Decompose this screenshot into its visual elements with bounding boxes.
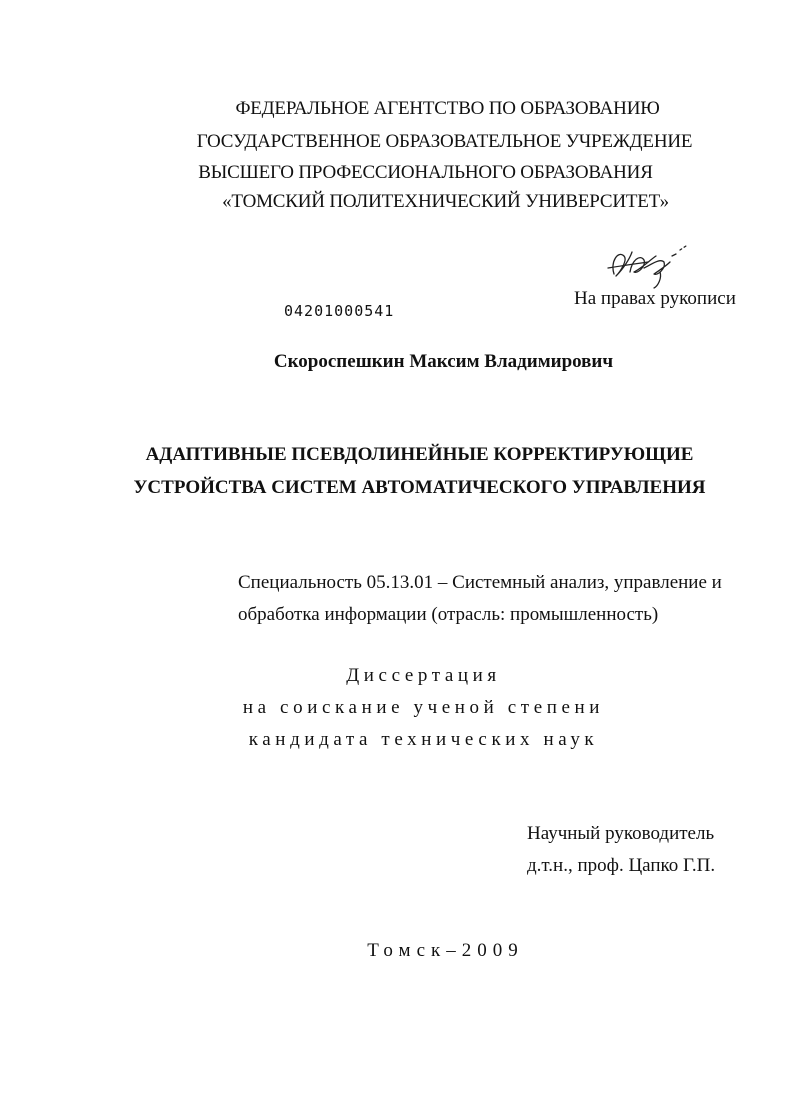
header-line-agency: ФЕДЕРАЛЬНОЕ АГЕНТСТВО ПО ОБРАЗОВАНИЮ xyxy=(235,98,660,119)
specialty-line-1: Специальность 05.13.01 – Системный анализ, управление и xyxy=(238,572,722,593)
document-code: 04201000541 xyxy=(284,302,395,320)
header-line-institution-type: ГОСУДАРСТВЕННОЕ ОБРАЗОВАТЕЛЬНОЕ УЧРЕЖДЕНИЕ xyxy=(196,131,693,152)
header-line-education-level: ВЫСШЕГО ПРОФЕССИОНАЛЬНОГО ОБРАЗОВАНИЯ xyxy=(198,162,653,183)
supervisor-label: Научный руководитель xyxy=(527,823,715,844)
dissertation-title-line-2: УСТРОЙСТВА СИСТЕМ АВТОМАТИЧЕСКОГО УПРАВЛЕНИЯ xyxy=(133,477,706,498)
degree-purpose: на соискание ученой степени xyxy=(242,697,605,718)
supervisor-name: д.т.н., проф. Цапко Г.П. xyxy=(527,855,716,876)
place-and-year: Томск–2009 xyxy=(367,940,524,961)
dissertation-label: Диссертация xyxy=(346,665,501,686)
manuscript-rights-note: На правах рукописи xyxy=(574,288,736,309)
specialty-line-2: обработка информации (отрасль: промышленность) xyxy=(238,604,659,625)
degree-name: кандидата технических наук xyxy=(248,729,599,750)
dissertation-title-line-1: АДАПТИВНЫЕ ПСЕВДОЛИНЕЙНЫЕ КОРРЕКТИРУЮЩИЕ xyxy=(145,444,694,465)
author-name: Скороспешкин Максим Владимирович xyxy=(273,351,614,372)
signature-mark xyxy=(600,238,690,290)
header-line-university-name: «ТОМСКИЙ ПОЛИТЕХНИЧЕСКИЙ УНИВЕРСИТЕТ» xyxy=(222,191,669,212)
